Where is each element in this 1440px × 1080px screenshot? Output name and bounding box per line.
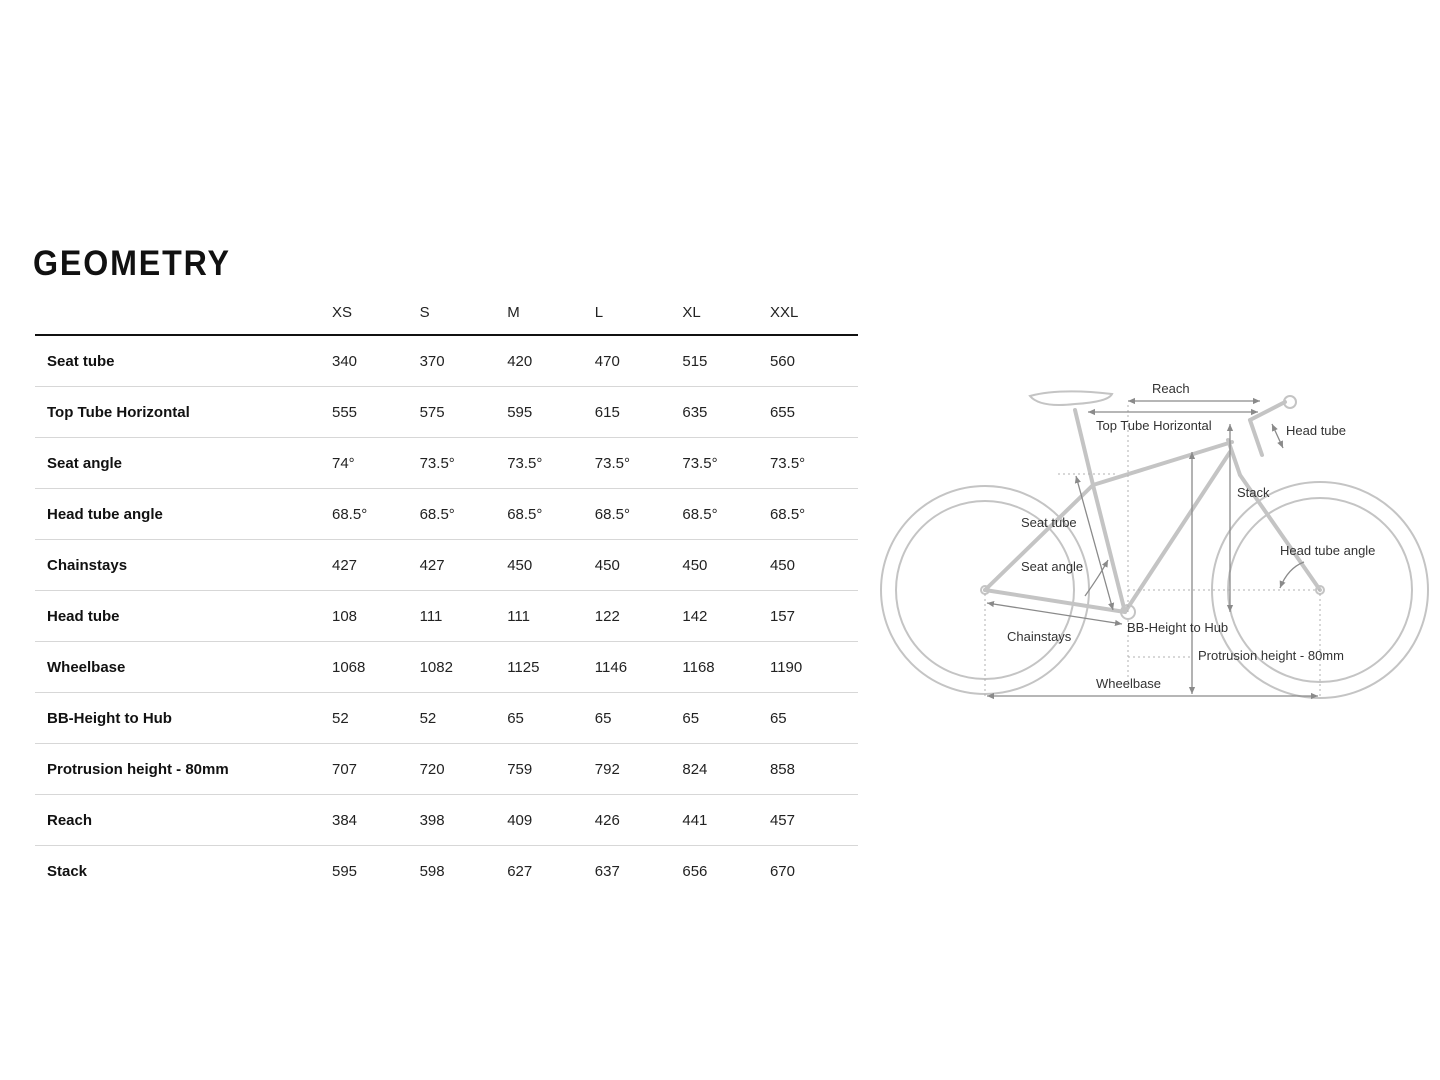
table-cell: 450 bbox=[682, 540, 770, 591]
head-tube-angle-arc bbox=[1280, 562, 1304, 588]
table-row bbox=[35, 846, 858, 897]
table-cell: 824 bbox=[682, 744, 770, 795]
geometry-table bbox=[35, 290, 858, 896]
bike-frame bbox=[985, 402, 1320, 612]
table-cell: 398 bbox=[420, 795, 508, 846]
table-cell: 73.5° bbox=[420, 438, 508, 489]
table-cell: 1125 bbox=[507, 642, 595, 693]
size-header: XXL bbox=[770, 290, 858, 335]
table-cell: 122 bbox=[595, 591, 683, 642]
label-top-tube: Top Tube Horizontal bbox=[1096, 418, 1212, 433]
table-cell: 575 bbox=[420, 387, 508, 438]
table-cell: 111 bbox=[420, 591, 508, 642]
row-label: Head tube bbox=[35, 591, 332, 642]
header-empty-cell bbox=[35, 290, 332, 335]
table-cell: 73.5° bbox=[770, 438, 858, 489]
table-cell: 340 bbox=[332, 335, 420, 387]
label-chainstays: Chainstays bbox=[1007, 629, 1072, 644]
label-head-tube-angle: Head tube angle bbox=[1280, 543, 1376, 558]
table-cell: 409 bbox=[507, 795, 595, 846]
table-cell: 1190 bbox=[770, 642, 858, 693]
table-cell: 370 bbox=[420, 335, 508, 387]
table-cell: 74° bbox=[332, 438, 420, 489]
table-cell: 68.5° bbox=[507, 489, 595, 540]
table-cell: 1146 bbox=[595, 642, 683, 693]
table-cell: 73.5° bbox=[507, 438, 595, 489]
row-label: Protrusion height - 80mm bbox=[35, 744, 332, 795]
table-cell: 65 bbox=[507, 693, 595, 744]
table-cell: 655 bbox=[770, 387, 858, 438]
table-cell: 111 bbox=[507, 591, 595, 642]
table-cell: 656 bbox=[682, 862, 708, 880]
table-cell: 635 bbox=[682, 387, 770, 438]
table-row bbox=[35, 744, 858, 795]
table-cell: 470 bbox=[595, 335, 683, 387]
size-header-row bbox=[35, 290, 858, 335]
table-cell: 515 bbox=[682, 335, 770, 387]
table-cell: 598 bbox=[419, 862, 445, 880]
chainstays-arrow bbox=[987, 603, 1122, 624]
table-cell: 68.5° bbox=[595, 489, 683, 540]
head-tube-arrow bbox=[1272, 424, 1283, 448]
table-row bbox=[35, 591, 858, 642]
table-cell: 1168 bbox=[682, 642, 770, 693]
table-cell: 68.5° bbox=[682, 489, 770, 540]
label-head-tube: Head tube bbox=[1286, 423, 1346, 438]
table-cell: 68.5° bbox=[332, 489, 420, 540]
label-protrusion: Protrusion height - 80mm bbox=[1198, 648, 1344, 663]
table-cell: 560 bbox=[770, 335, 858, 387]
table-cell: 384 bbox=[332, 795, 420, 846]
size-header: XL bbox=[682, 290, 770, 335]
table-cell: 707 bbox=[332, 744, 420, 795]
table-cell: 52 bbox=[332, 693, 420, 744]
table-cell: 427 bbox=[420, 540, 508, 591]
row-label: Seat angle bbox=[35, 438, 332, 489]
table-row bbox=[35, 693, 858, 744]
table-cell: 157 bbox=[770, 591, 858, 642]
table-cell: 441 bbox=[682, 795, 770, 846]
label-stack: Stack bbox=[1237, 485, 1270, 500]
table-row bbox=[35, 642, 858, 693]
table-cell: 142 bbox=[682, 591, 770, 642]
table-cell: 637 bbox=[594, 862, 620, 880]
row-label: Seat tube bbox=[35, 335, 332, 387]
table-cell: 68.5° bbox=[770, 489, 858, 540]
table-cell: 792 bbox=[595, 744, 683, 795]
table-cell: 450 bbox=[507, 540, 595, 591]
table-cell: 65 bbox=[595, 693, 683, 744]
bike-geometry-diagram bbox=[870, 370, 1435, 710]
size-header: M bbox=[507, 290, 595, 335]
size-header: L bbox=[595, 290, 683, 335]
row-label: Top Tube Horizontal bbox=[35, 387, 332, 438]
table-cell: 450 bbox=[770, 540, 858, 591]
table-cell: 670 bbox=[769, 862, 795, 880]
table-cell: 426 bbox=[595, 795, 683, 846]
table-cell: 65 bbox=[682, 693, 770, 744]
table-row bbox=[35, 795, 858, 846]
table-cell: 108 bbox=[332, 591, 420, 642]
table-row bbox=[35, 489, 858, 540]
table-cell: 68.5° bbox=[420, 489, 508, 540]
table-cell: 450 bbox=[595, 540, 683, 591]
table-cell: 720 bbox=[420, 744, 508, 795]
table-cell: 65 bbox=[770, 693, 858, 744]
size-header: XS bbox=[332, 290, 420, 335]
table-cell: 759 bbox=[507, 744, 595, 795]
table-cell: 457 bbox=[770, 795, 858, 846]
table-row bbox=[35, 438, 858, 489]
table-cell: 1068 bbox=[332, 642, 420, 693]
table-cell: 52 bbox=[420, 693, 508, 744]
table-cell: 595 bbox=[507, 387, 595, 438]
row-label: Chainstays bbox=[35, 540, 332, 591]
table-cell: 555 bbox=[332, 387, 420, 438]
table-cell: 858 bbox=[770, 744, 858, 795]
row-label: BB-Height to Hub bbox=[35, 693, 332, 744]
table-cell: 1082 bbox=[420, 642, 508, 693]
label-wheelbase: Wheelbase bbox=[1096, 676, 1162, 691]
label-seat-angle: Seat angle bbox=[1021, 559, 1084, 574]
table-row bbox=[35, 335, 858, 387]
table-cell: 615 bbox=[595, 387, 683, 438]
row-label: Head tube angle bbox=[35, 489, 332, 540]
table-row bbox=[35, 540, 858, 591]
table-cell: 427 bbox=[332, 540, 420, 591]
label-reach: Reach bbox=[1152, 381, 1190, 396]
table-cell: 627 bbox=[507, 862, 533, 880]
row-label: Wheelbase bbox=[35, 642, 332, 693]
label-bb-height: BB-Height to Hub bbox=[1127, 620, 1229, 635]
size-header: S bbox=[420, 290, 508, 335]
table-cell: 73.5° bbox=[682, 438, 770, 489]
table-row bbox=[35, 387, 858, 438]
table-cell: 73.5° bbox=[595, 438, 683, 489]
row-label: Reach bbox=[35, 795, 332, 846]
row-label: Stack bbox=[47, 862, 88, 880]
table-cell: 420 bbox=[507, 335, 595, 387]
table-cell: 595 bbox=[332, 862, 358, 880]
label-seat-tube: Seat tube bbox=[1021, 515, 1077, 530]
page-title: GEOMETRY bbox=[33, 244, 231, 283]
